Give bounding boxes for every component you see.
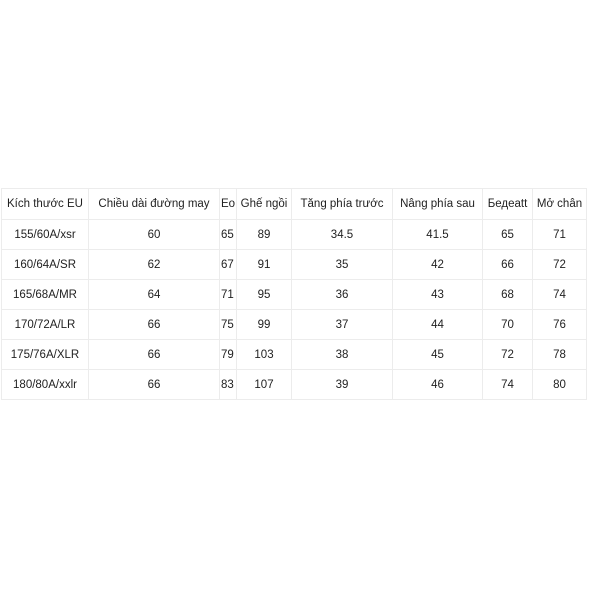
cell-inseam-length: 66: [89, 370, 220, 400]
header-leg-opening: Mở chân: [533, 189, 587, 220]
cell-thigh: 68: [483, 280, 533, 310]
cell-front-rise: 38: [292, 340, 393, 370]
cell-seat: 103: [237, 340, 292, 370]
cell-waist: 83: [220, 370, 237, 400]
table-row: [2, 220, 587, 250]
cell-thigh: 72: [483, 340, 533, 370]
cell-leg-opening: 71: [533, 220, 587, 250]
cell-front-rise: 35: [292, 250, 393, 280]
cell-front-rise: 34.5: [292, 220, 393, 250]
cell-waist: 79: [220, 340, 237, 370]
header-back-rise: Nâng phía sau: [393, 189, 483, 220]
cell-leg-opening: 72: [533, 250, 587, 280]
cell-inseam-length: 62: [89, 250, 220, 280]
header-seat: Ghế ngồi: [237, 189, 292, 220]
cell-size: 160/64A/SR: [2, 250, 89, 280]
header-inseam-length: Chiều dài đường may: [89, 189, 220, 220]
cell-size: 165/68A/MR: [2, 280, 89, 310]
table-header-row: [2, 189, 587, 220]
cell-back-rise: 43: [393, 280, 483, 310]
cell-seat: 91: [237, 250, 292, 280]
cell-inseam-length: 60: [89, 220, 220, 250]
table-row: [2, 280, 587, 310]
cell-back-rise: 44: [393, 310, 483, 340]
cell-seat: 89: [237, 220, 292, 250]
cell-front-rise: 39: [292, 370, 393, 400]
cell-size: 170/72A/LR: [2, 310, 89, 340]
cell-size: 155/60A/xsr: [2, 220, 89, 250]
cell-waist: 65: [220, 220, 237, 250]
header-waist: Eo: [220, 189, 237, 220]
cell-leg-opening: 78: [533, 340, 587, 370]
table-row: [2, 310, 587, 340]
cell-waist: 67: [220, 250, 237, 280]
table-row: [2, 340, 587, 370]
cell-back-rise: 45: [393, 340, 483, 370]
cell-front-rise: 36: [292, 280, 393, 310]
cell-waist: 75: [220, 310, 237, 340]
cell-leg-opening: 80: [533, 370, 587, 400]
cell-thigh: 66: [483, 250, 533, 280]
cell-inseam-length: 66: [89, 310, 220, 340]
cell-waist: 71: [220, 280, 237, 310]
cell-thigh: 74: [483, 370, 533, 400]
table-row: [2, 250, 587, 280]
cell-leg-opening: 76: [533, 310, 587, 340]
cell-seat: 99: [237, 310, 292, 340]
cell-thigh: 70: [483, 310, 533, 340]
table-row: [2, 370, 587, 400]
cell-seat: 107: [237, 370, 292, 400]
cell-seat: 95: [237, 280, 292, 310]
header-size-eu: Kích thước EU: [2, 189, 89, 220]
cell-front-rise: 37: [292, 310, 393, 340]
header-thigh: Бедеatt: [483, 189, 533, 220]
cell-thigh: 65: [483, 220, 533, 250]
header-front-rise: Tăng phía trước: [292, 189, 393, 220]
cell-inseam-length: 64: [89, 280, 220, 310]
cell-back-rise: 46: [393, 370, 483, 400]
cell-back-rise: 42: [393, 250, 483, 280]
cell-inseam-length: 66: [89, 340, 220, 370]
size-chart-table: [1, 188, 587, 400]
cell-leg-opening: 74: [533, 280, 587, 310]
cell-size: 175/76A/XLR: [2, 340, 89, 370]
cell-size: 180/80A/xxlr: [2, 370, 89, 400]
cell-back-rise: 41.5: [393, 220, 483, 250]
